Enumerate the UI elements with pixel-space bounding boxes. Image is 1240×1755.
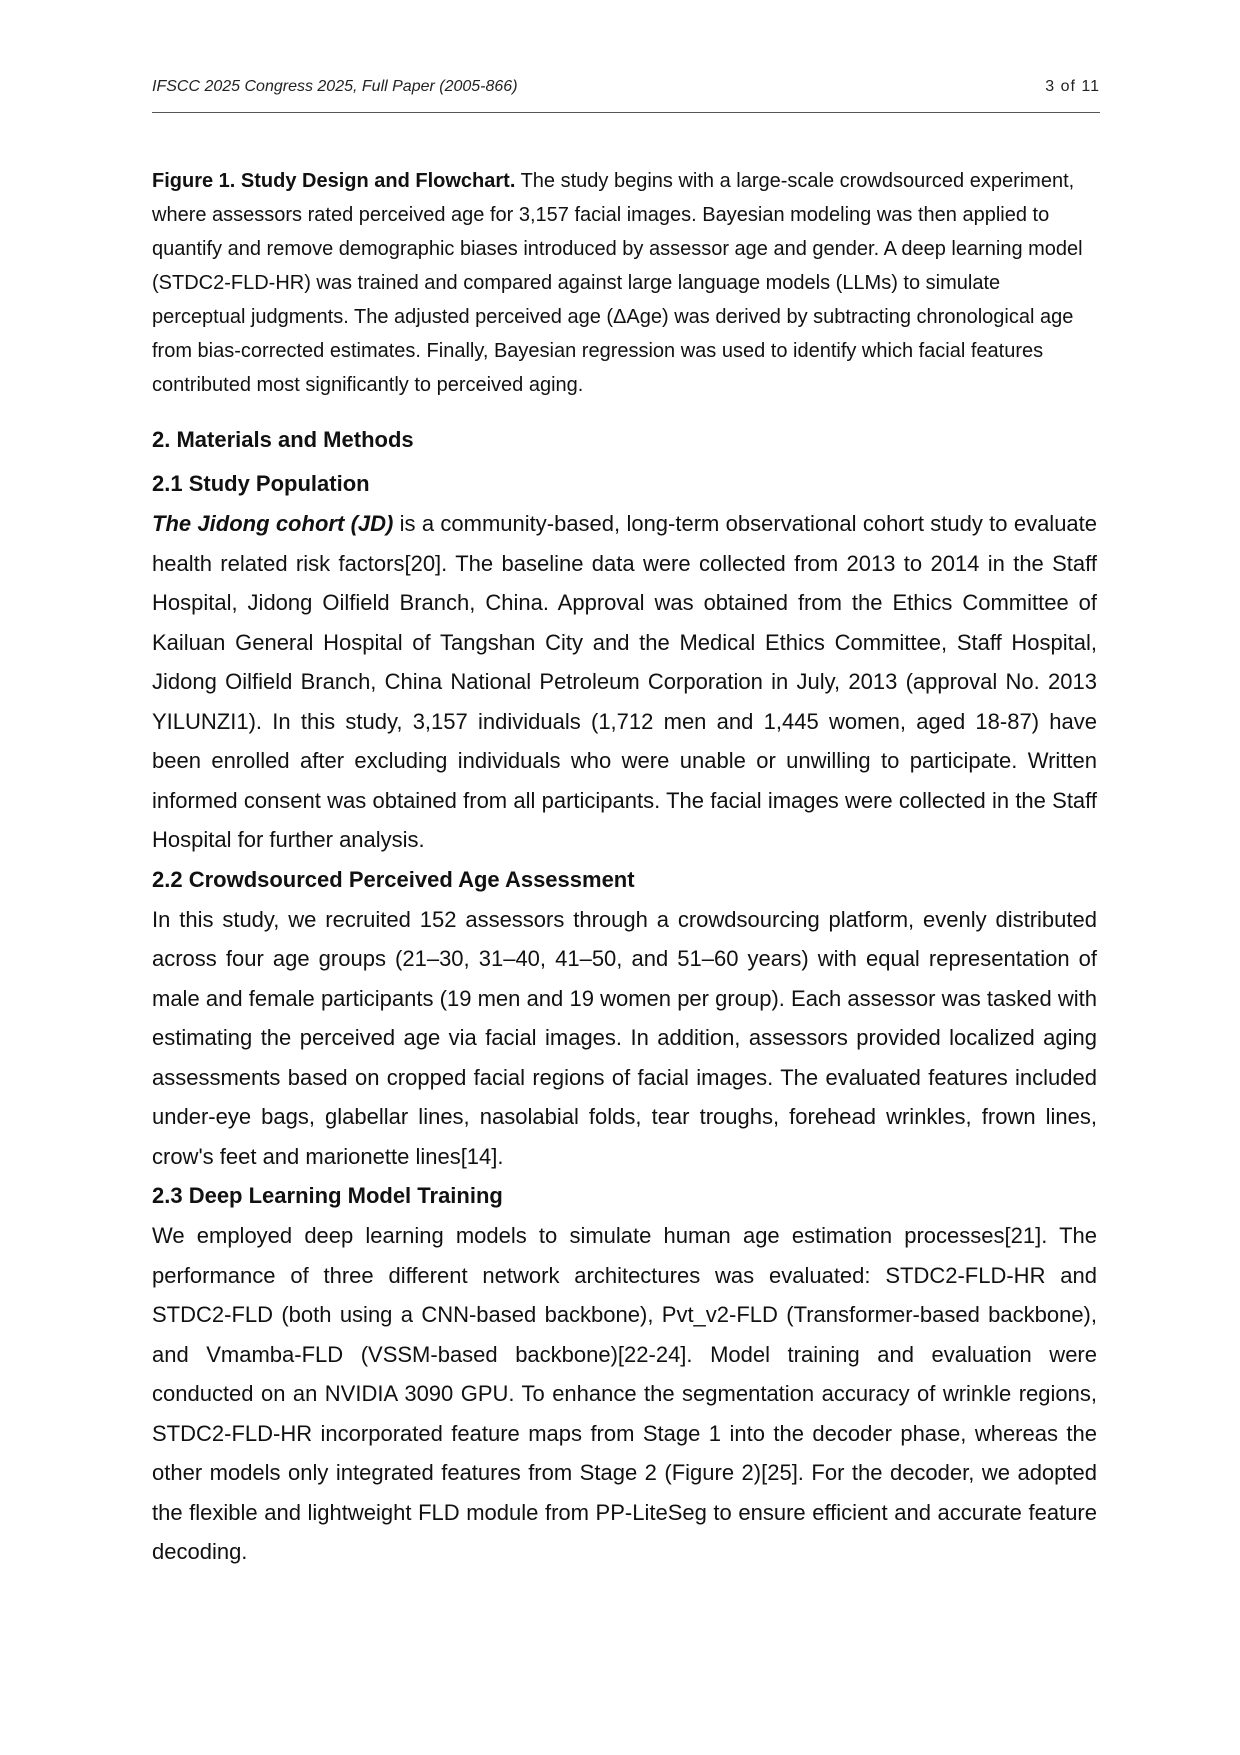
paragraph-text: is a community-based, long-term observational cohort study to evaluate health related risk factors[20]. The baseline data were collected from 2013 to 2014 in the Staff Hospital, Jidong Oilfield Branch, China. Approval was obtained from the Ethics Committee of Kailuan General Hospital of Tangshan City and the Medical Ethics Committee, Staff Hospital, Jidong Oilfield Branch, China National Petroleum Corporation in July, 2013 (approval No. 2013 YILUNZI1). In this study, 3,157 individuals (1,712 men and 1,445 women, aged 18-87) have been enrolled after excluding individuals who were unable or unwilling to participate. Written informed consent was obtained from all participants. The facial images were collected in the Staff Hospital for further analysis. bbox=[152, 511, 1098, 852]
subsection-heading-2-3: 2.3 Deep Learning Model Training bbox=[152, 1183, 503, 1208]
running-header bbox=[152, 72, 1100, 113]
figure-caption-label: Figure 1. Study Design and Flowchart. bbox=[152, 170, 516, 192]
paragraph-crowdsourced-assessment: In this study, we recruited 152 assessors through a crowdsourcing platform, evenly distributed across four age groups (21–30, 31–40, 41–50, and 51–60 years) with equal representation of male and female participants (19 men and 19 women per group). Each assessor was tasked with estimating the perceived age via facial images. In addition, assessors provided localized aging assessments based on cropped facial regions of facial images. The evaluated features included under-eye bags, glabellar lines, nasolabial folds, tear troughs, forehead wrinkles, frown lines, crow's feet and marionette lines[14]. bbox=[152, 906, 1097, 1169]
subsection-heading-2-1: 2.1 Study Population bbox=[152, 471, 370, 496]
figure-caption-text: The study begins with a large-scale crowdsourced experiment, where assessors rated perceived age for 3,157 facial images. Bayesian modeling was then applied to quantify and remove demographic biases introduced by assessor age and gender. A deep learning model (STDC2-FLD-HR) was trained and compared against large language models (LLMs) to simulate perceptual judgments. The adjusted perceived age (ΔAge) was derived by subtracting chronological age from bias-corrected estimates. Finally, Bayesian regression was used to identify which facial features contributed most significantly to perceived aging. bbox=[152, 170, 1083, 396]
figure-caption bbox=[152, 164, 1097, 402]
subsection-heading-2-2: 2.2 Crowdsourced Perceived Age Assessment bbox=[152, 866, 635, 892]
section-heading: 2. Materials and Methods bbox=[152, 427, 414, 452]
page-content bbox=[152, 164, 1097, 1572]
page-number: 3 of 11 bbox=[1045, 78, 1100, 95]
paragraph-lead: The Jidong cohort (JD) bbox=[152, 511, 394, 536]
paragraph-study-population bbox=[152, 504, 1097, 860]
paragraph-deep-learning: We employed deep learning models to simulate human age estimation processes[21]. The performance of three different network architectures was evaluated: STDC2-FLD-HR and STDC2-FLD (both using a CNN-based backbone), Pvt_v2-FLD (Transformer-based backbone), and Vmamba-FLD (VSSM-based backbone)[22-24]. Model training and evaluation were conducted on an NVIDIA 3090 GPU. To enhance the segmentation accuracy of wrinkle regions, STDC2-FLD-HR incorporated feature maps from Stage 1 into the decoder phase, whereas the other models only integrated features from Stage 2 (Figure 2)[25]. For the decoder, we adopted the flexible and lightweight FLD module from PP-LiteSeg to ensure efficient and accurate feature decoding. bbox=[152, 1223, 1097, 1564]
header-citation: IFSCC 2025 Congress 2025, Full Paper (2005-866) bbox=[152, 78, 518, 95]
